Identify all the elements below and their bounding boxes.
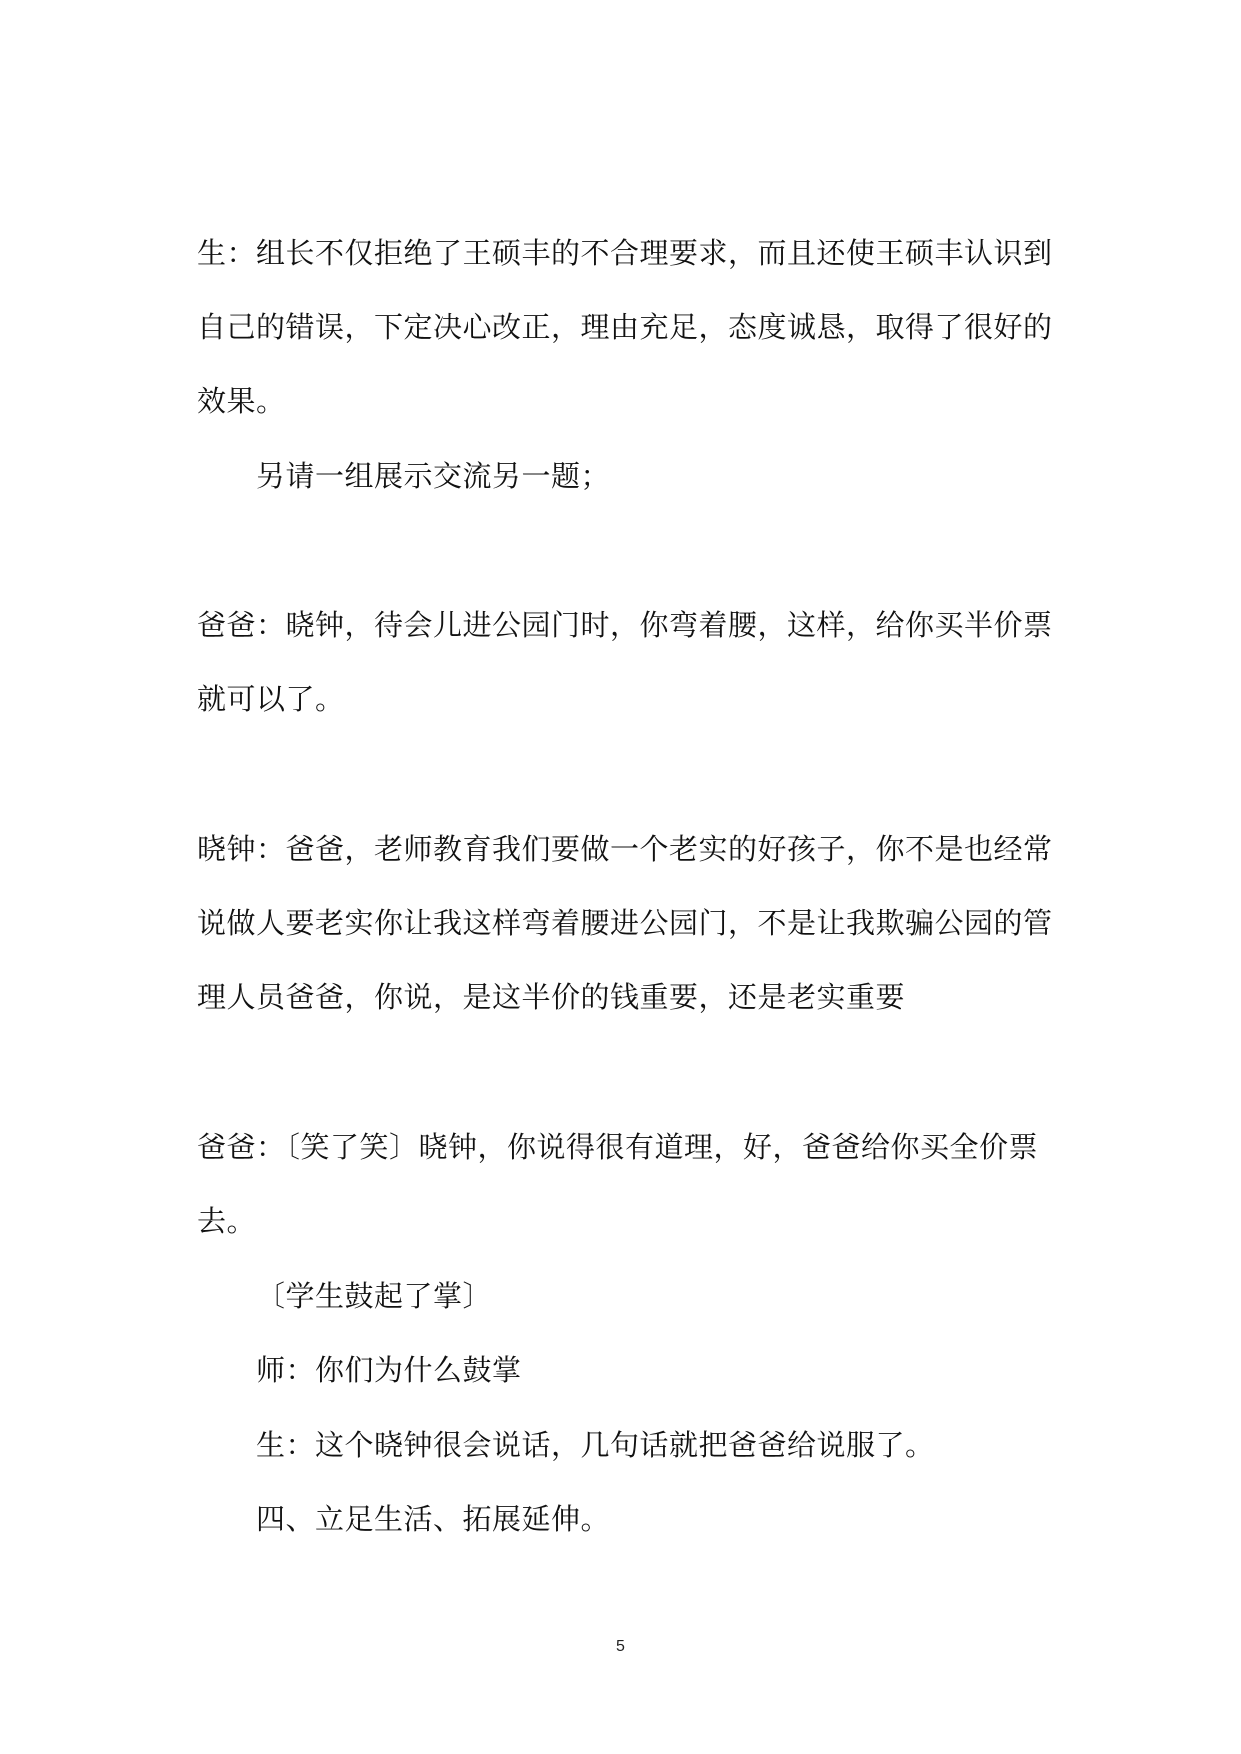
text-line: 晓钟：爸爸，老师教育我们要做一个老实的好孩子，你不是也经常 bbox=[197, 832, 1053, 866]
text-line: 生：组长不仅拒绝了王硕丰的不合理要求，而且还使王硕丰认识到 bbox=[197, 236, 1053, 270]
text-line: 另请一组展示交流另一题； bbox=[256, 459, 611, 493]
text-line: 生：这个晓钟很会说话，几句话就把爸爸给说服了。 bbox=[256, 1428, 935, 1462]
text-line: 效果。 bbox=[197, 384, 286, 418]
text-line: 师：你们为什么鼓掌 bbox=[256, 1353, 522, 1387]
text-line: 说做人要老实你让我这样弯着腰进公园门，不是让我欺骗公园的管 bbox=[197, 906, 1053, 940]
text-line: 爸爸：〔笑了笑〕晓钟，你说得很有道理，好，爸爸给你买全价票 bbox=[197, 1130, 1039, 1164]
page-number: 5 bbox=[616, 1638, 625, 1655]
text-line: 四、立足生活、拓展延伸。 bbox=[256, 1502, 611, 1536]
text-line: 〔学生鼓起了掌〕 bbox=[256, 1279, 493, 1313]
text-line: 爸爸：晓钟，待会儿进公园门时，你弯着腰，这样，给你买半价票 bbox=[197, 608, 1053, 642]
text-line: 自己的错误，下定决心改正，理由充足，态度诚恳，取得了很好的 bbox=[197, 310, 1053, 344]
text-line: 就可以了。 bbox=[197, 682, 345, 716]
text-line: 理人员爸爸，你说，是这半价的钱重要，还是老实重要 bbox=[197, 980, 906, 1014]
text-line: 去。 bbox=[197, 1204, 257, 1238]
